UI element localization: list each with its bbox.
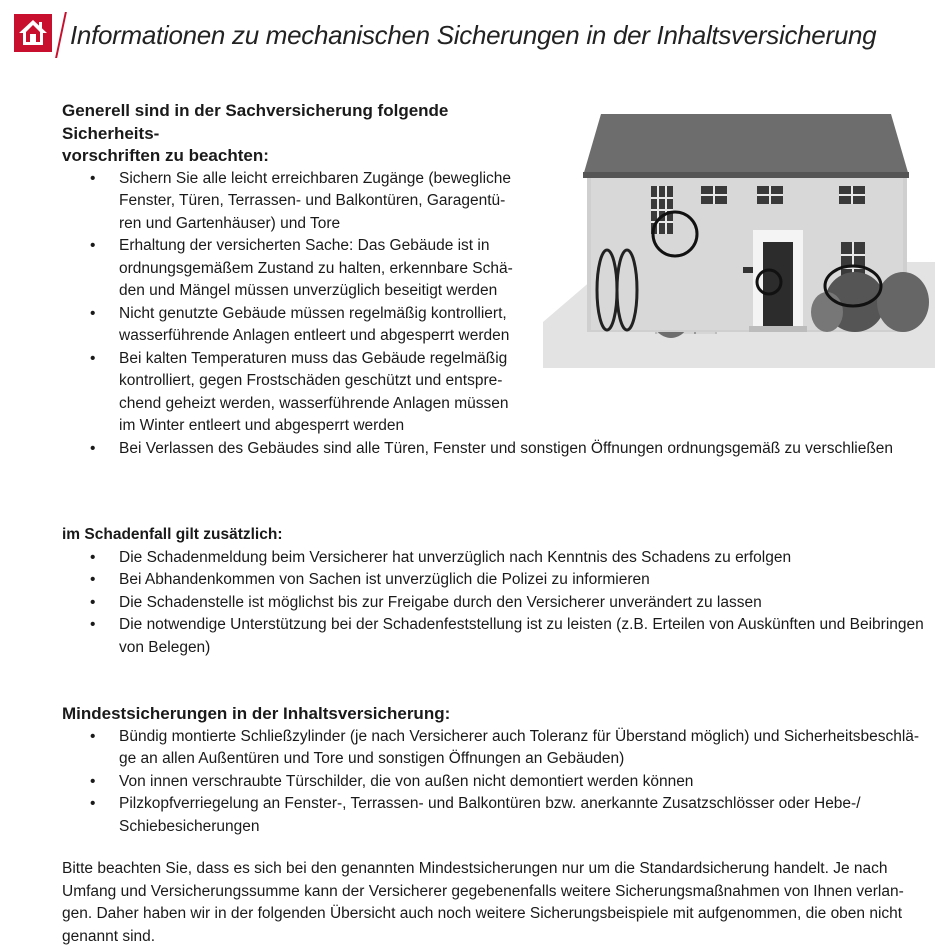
header-divider: [55, 12, 67, 58]
section-heading-general: [62, 100, 524, 168]
list-item: • Die Schadenmeldung beim Versicherer hat unverzüglich nach Kenntnis des Schadens zu erfolgen: [62, 547, 932, 570]
page-header: [14, 12, 934, 62]
damage-list: [62, 547, 932, 660]
page-title: Informationen zu mechanischen Sicherungen in der Inhaltsversicherung: [70, 20, 877, 50]
list-item: • Bei Verlassen des Gebäudes sind alle Türen, Fenster und sonstigen Öffnungen ordnungsgemäß zu verschließen: [62, 438, 922, 461]
section-general: [62, 100, 524, 438]
general-list: [62, 168, 524, 438]
minimum-list: [62, 726, 932, 839]
section-heading-damage: im Schadenfall gilt zusätzlich:: [62, 526, 283, 543]
general-list-last: [62, 438, 922, 461]
list-item: • Bei kalten Temperaturen muss das Gebäude regelmäßig kontrolliert, gegen Frostschäden geschützt und entspre- chend geheizt werden, wasserführende Anlagen müssen im Winter entleert und abgesperrt werden: [62, 348, 524, 438]
heading-line: vorschriften zu beachten:: [62, 146, 269, 165]
house-icon: [14, 14, 52, 52]
list-item: • Erhaltung der versicherten Sache: Das Gebäude ist in ordnungsgemäßem Zustand zu halten, erkennbare Schä- den und Mängel müssen unverzüglich beseitigt werden: [62, 235, 524, 303]
list-item: • Pilzkopfverriegelung an Fenster-, Terrassen- und Balkontüren bzw. anerkannte Zusatzschlösser oder Hebe-/ Schiebesicherungen: [62, 793, 932, 838]
list-item: • Die notwendige Unterstützung bei der Schadenfeststellung ist zu leisten (z.B. Erteilen von Auskünften und Beibringen von Belegen): [62, 614, 932, 659]
closing-paragraph: Bitte beachten Sie, dass es sich bei den genannten Mindestsicherungen nur um die Standardsicherung handelt. Je nach Umfang und Versicherungssumme kann der Versicherer gegebenenfalls weitere Sicherungsmaßnahmen von Ihnen verlan- gen. Daher haben wir in der folgenden Übersicht auch noch weitere Sicherungsbeispiele mit aufgenommen, die oben nicht genannt sind.: [62, 860, 904, 945]
main-content: [62, 100, 932, 948]
list-item: • Die Schadenstelle ist möglichst bis zur Freigabe durch den Versicherer unverändert zu lassen: [62, 592, 932, 615]
section-heading-minimum: Mindestsicherungen in der Inhaltsversicherung:: [62, 704, 451, 723]
heading-line: Generell sind in der Sachversicherung folgende Sicherheits-: [62, 101, 449, 143]
list-item: • Bei Abhandenkommen von Sachen ist unverzüglich die Polizei zu informieren: [62, 569, 932, 592]
list-item: • Bündig montierte Schließzylinder (je nach Versicherer auch Toleranz für Überstand möglich) und Sicherheitsbeschlä- ge an allen Außentüren und Tore und sonstigen Öffnungen an Gebäuden): [62, 726, 932, 771]
list-item: • Nicht genutzte Gebäude müssen regelmäßig kontrolliert, wasserführende Anlagen entleert und abgesperrt werden: [62, 303, 524, 348]
list-item: • Sichern Sie alle leicht erreichbaren Zugänge (bewegliche Fenster, Türen, Terrassen- und Balkontüren, Garagentü- ren und Gartenhäuser) und Tore: [62, 168, 524, 236]
list-item: • Von innen verschraubte Türschilder, die von außen nicht demontiert werden können: [62, 771, 932, 794]
